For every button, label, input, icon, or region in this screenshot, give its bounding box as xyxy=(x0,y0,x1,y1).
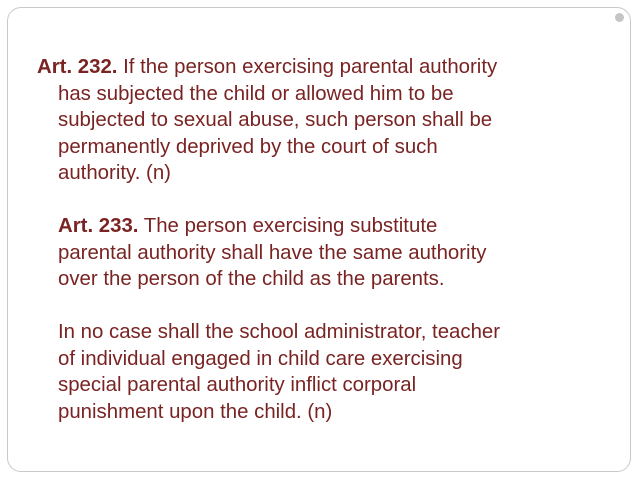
article-232-first-line xyxy=(37,54,638,81)
article-233-heading: Art. 233. xyxy=(58,215,139,237)
article-232-line-5: authority. (n) xyxy=(58,162,171,184)
closing-line-3: special parental authority inflict corporal xyxy=(58,374,417,396)
article-232 xyxy=(0,54,638,187)
article-233-line-1: The person exercising substitute xyxy=(138,215,438,237)
article-232-line-3: subjected to sexual abuse, such person shall be xyxy=(58,109,493,131)
article-233 xyxy=(0,213,638,293)
article-232-line-1: If the person exercising parental authority xyxy=(117,56,498,78)
article-232-line-4: permanently deprived by the court of such xyxy=(58,135,438,158)
closing-line-2: of individual engaged in child care exercising xyxy=(58,347,463,370)
paragraph-gap xyxy=(0,187,638,214)
corner-dot-decoration xyxy=(615,13,624,22)
closing-line-1: In no case shall the school administrator, teacher xyxy=(58,321,501,343)
article-232-heading: Art. 232. xyxy=(37,56,118,78)
article-233-first-line xyxy=(58,213,638,240)
article-233-line-2: parental authority shall have the same authority xyxy=(58,241,487,264)
closing-paragraph xyxy=(0,319,638,425)
article-233-line-3: over the person of the child as the parents. xyxy=(58,268,445,290)
slide-body xyxy=(0,54,638,425)
paragraph-gap xyxy=(0,293,638,320)
closing-line-4: punishment upon the child. (n) xyxy=(58,400,333,423)
article-232-line-2: has subjected the child or allowed him to be xyxy=(58,82,454,105)
